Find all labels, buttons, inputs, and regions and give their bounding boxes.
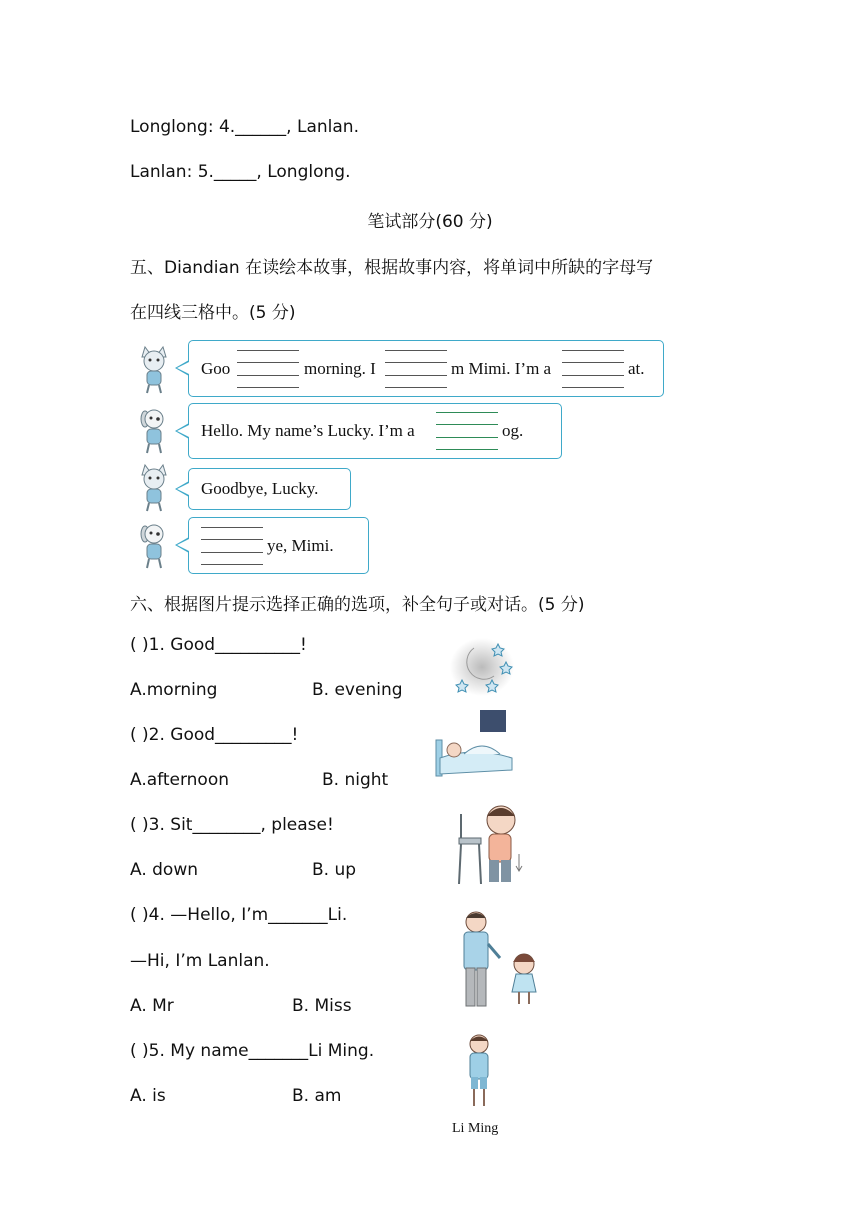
q3-option-b[interactable]: B. up <box>312 860 357 880</box>
dog-icon <box>134 520 174 570</box>
section5-instruction-cont: 在四线三格中。(5 分) <box>130 303 296 323</box>
bubble-text: ye, Mimi. <box>267 535 334 555</box>
q4-option-b[interactable]: B. Miss <box>292 996 352 1016</box>
speech-bubble-2 <box>188 403 562 459</box>
boy-sitting-icon <box>455 800 525 888</box>
q1-option-b[interactable]: B. evening <box>312 680 403 700</box>
moon-stars-icon <box>448 636 516 698</box>
question-1: ( )1. Good__________! <box>130 635 307 655</box>
bubble-text: og. <box>502 421 524 440</box>
bubble-text: Goodbye, Lucky. <box>201 479 319 498</box>
four-line-grid[interactable] <box>237 350 299 388</box>
q5-option-b[interactable]: B. am <box>292 1086 342 1106</box>
written-section-title: 笔试部分(60 分) <box>367 212 493 232</box>
q4-option-a[interactable]: A. Mr <box>130 996 174 1016</box>
section6-instruction: 六、根据图片提示选择正确的选项，补全句子或对话。(5 分) <box>130 595 585 615</box>
bubble-text: at. <box>628 358 645 378</box>
four-line-grid[interactable] <box>436 412 498 450</box>
dialogue-line-5: Lanlan: 5._____, Longlong. <box>130 162 351 182</box>
q1-option-a[interactable]: A.morning <box>130 680 218 700</box>
picture-caption: Li Ming <box>452 1121 499 1136</box>
cat-icon <box>134 345 174 395</box>
four-line-grid[interactable] <box>201 527 263 565</box>
dialogue-line-4: Longlong: 4.______, Lanlan. <box>130 117 359 137</box>
q2-option-a[interactable]: A.afternoon <box>130 770 230 790</box>
question-4-reply: —Hi, I’m Lanlan. <box>130 951 270 971</box>
q3-option-a[interactable]: A. down <box>130 860 199 880</box>
boy-standing-icon <box>463 1032 495 1112</box>
section5-instruction: 五、Diandian 在读绘本故事，根据故事内容，将单词中所缺的字母写 <box>130 258 654 278</box>
speech-bubble-3 <box>188 468 351 510</box>
bubble-text: morning. I <box>304 358 376 378</box>
question-3: ( )3. Sit________, please! <box>130 815 334 835</box>
cat-icon <box>134 463 174 513</box>
four-line-grid[interactable] <box>385 350 447 388</box>
sleeping-girl-icon <box>434 708 516 780</box>
teacher-and-girl-icon <box>458 908 544 1010</box>
four-line-grid[interactable] <box>562 350 624 388</box>
bubble-text: Goo <box>201 358 231 378</box>
q5-option-a[interactable]: A. is <box>130 1086 166 1106</box>
speech-bubble-4 <box>188 517 369 574</box>
question-4: ( )4. —Hello, I’m_______Li. <box>130 905 348 925</box>
question-5: ( )5. My name_______Li Ming. <box>130 1041 375 1061</box>
bubble-text: Hello. My name’s Lucky. I’m a <box>201 421 415 440</box>
question-2: ( )2. Good_________! <box>130 725 299 745</box>
speech-bubble-1 <box>188 340 664 397</box>
dog-icon <box>134 405 174 455</box>
bubble-text: m Mimi. I’m a <box>451 358 552 378</box>
q2-option-b[interactable]: B. night <box>322 770 389 790</box>
